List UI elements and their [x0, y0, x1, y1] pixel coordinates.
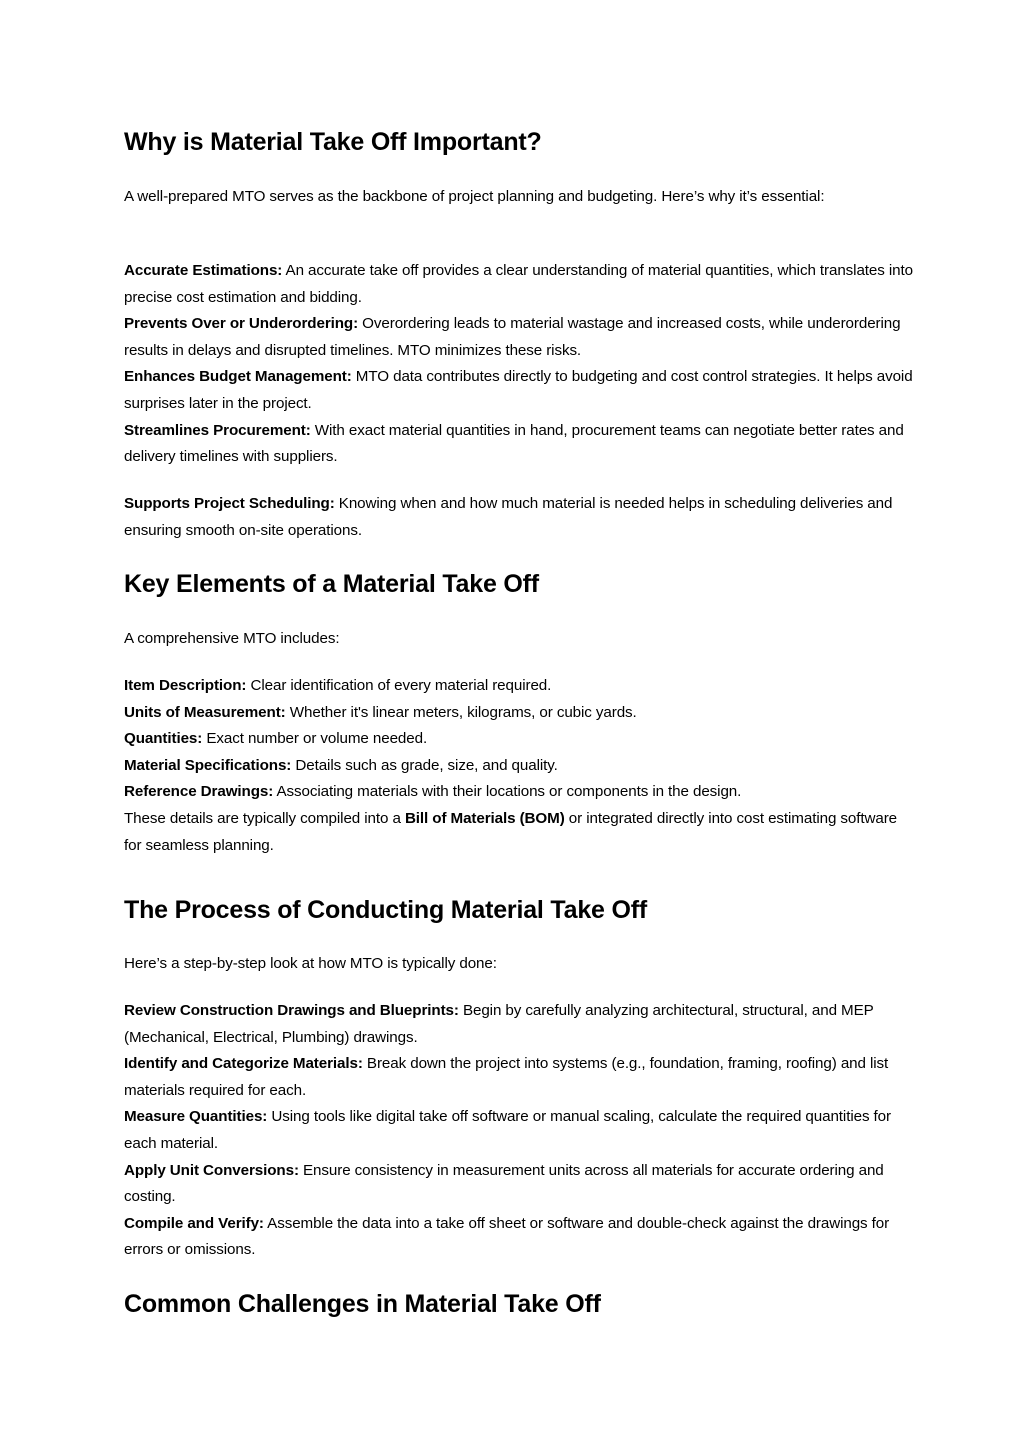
section-heading-key-elements: Key Elements of a Material Take Off — [124, 570, 539, 598]
item-label: Measure Quantities: — [124, 1108, 268, 1126]
item-label: Enhances Budget Management: — [124, 368, 352, 386]
item-text: Whether it's linear meters, kilograms, or cubic yards. — [285, 703, 637, 721]
importance-list — [124, 258, 914, 471]
item-label: Review Construction Drawings and Blueprints: — [124, 1002, 459, 1019]
item-text: Break down the project into systems (e.g., foundation, framing, roofing) and list materials required for each. — [124, 1055, 889, 1099]
list-item — [124, 998, 914, 1051]
item-label: Accurate Estimations: — [124, 262, 283, 279]
list-item — [124, 1158, 914, 1211]
item-label: Identify and Categorize Materials: — [124, 1055, 363, 1073]
item-text: Ensure consistency in measurement units across all materials for accurate ordering and costing. — [124, 1161, 884, 1206]
item-text: With exact material quantities in hand, procurement teams can negotiate better rates and delivery timelines with suppliers. — [124, 421, 904, 466]
section-heading-importance: Why is Material Take Off Important? — [124, 128, 542, 156]
item-label: Apply Unit Conversions: — [124, 1161, 299, 1179]
item-label: Item Description: — [124, 677, 247, 694]
item-text: Knowing when and how much material is needed helps in scheduling deliveries and ensuring smooth on-site operations. — [124, 495, 893, 539]
item-label: Compile and Verify: — [124, 1214, 264, 1232]
item-label: Prevents Over or Underordering: — [124, 315, 359, 333]
section-intro-process: Here’s a step-by-step look at how MTO is typically done: — [124, 955, 497, 972]
item-text: Assemble the data into a take off sheet or software and double-check against the drawings for errors or omissions. — [124, 1214, 890, 1259]
list-item — [124, 779, 914, 806]
list-item — [124, 1211, 914, 1264]
item-text: Clear identification of every material required. — [246, 677, 552, 694]
item-text: Exact number or volume needed. — [202, 730, 428, 748]
item-label: Streamlines Procurement: — [124, 421, 311, 439]
closing-text-after: or integrated directly into cost estimating software for seamless planning. — [124, 809, 898, 854]
section-heading-challenges: Common Challenges in Material Take Off — [124, 1290, 601, 1318]
item-text: Begin by carefully analyzing architectural, structural, and MEP (Mechanical, Electrical, Plumbing) drawings. — [124, 1002, 874, 1046]
list-item — [124, 1051, 914, 1104]
list-item — [124, 673, 914, 700]
item-text: Overordering leads to material wastage and increased costs, while underordering results in delays and disrupted timelines. MTO minimizes these risks. — [124, 315, 901, 359]
item-label: Material Specifications: — [124, 756, 292, 774]
item-text: Using tools like digital take off software or manual scaling, calculate the required quantities for each material. — [124, 1108, 891, 1152]
list-item — [124, 491, 914, 544]
item-text: Details such as grade, size, and quality. — [291, 756, 558, 774]
list-item — [124, 258, 914, 311]
bom-term: Bill of Materials (BOM) — [404, 809, 565, 827]
item-label: Quantities: — [124, 730, 203, 748]
list-item — [124, 1104, 914, 1157]
list-item — [124, 364, 914, 417]
item-text: MTO data contributes directly to budgeting and cost control strategies. It helps avoid surprises later in the project. — [124, 368, 913, 412]
item-label: Units of Measurement: — [124, 703, 286, 721]
list-item — [124, 753, 914, 780]
item-label: Supports Project Scheduling: — [124, 495, 335, 512]
item-label: Reference Drawings: — [124, 783, 274, 801]
closing-text-before: These details are typically compiled into a — [124, 809, 405, 827]
list-item — [124, 700, 914, 727]
item-text: An accurate take off provides a clear understanding of material quantities, which translates into precise cost estimation and bidding. — [124, 262, 913, 306]
section-heading-process: The Process of Conducting Material Take Off — [124, 896, 647, 924]
list-item — [124, 418, 914, 471]
section-intro-key-elements: A comprehensive MTO includes: — [124, 630, 340, 647]
list-item — [124, 726, 914, 753]
item-text: Associating materials with their locations or components in the design. — [273, 783, 742, 801]
list-item — [124, 311, 914, 364]
process-steps-list — [124, 998, 914, 1264]
closing-paragraph — [124, 806, 914, 859]
section-intro-importance: A well-prepared MTO serves as the backbone of project planning and budgeting. Here’s why it’s essential: — [124, 188, 825, 205]
key-elements-list — [124, 673, 914, 859]
